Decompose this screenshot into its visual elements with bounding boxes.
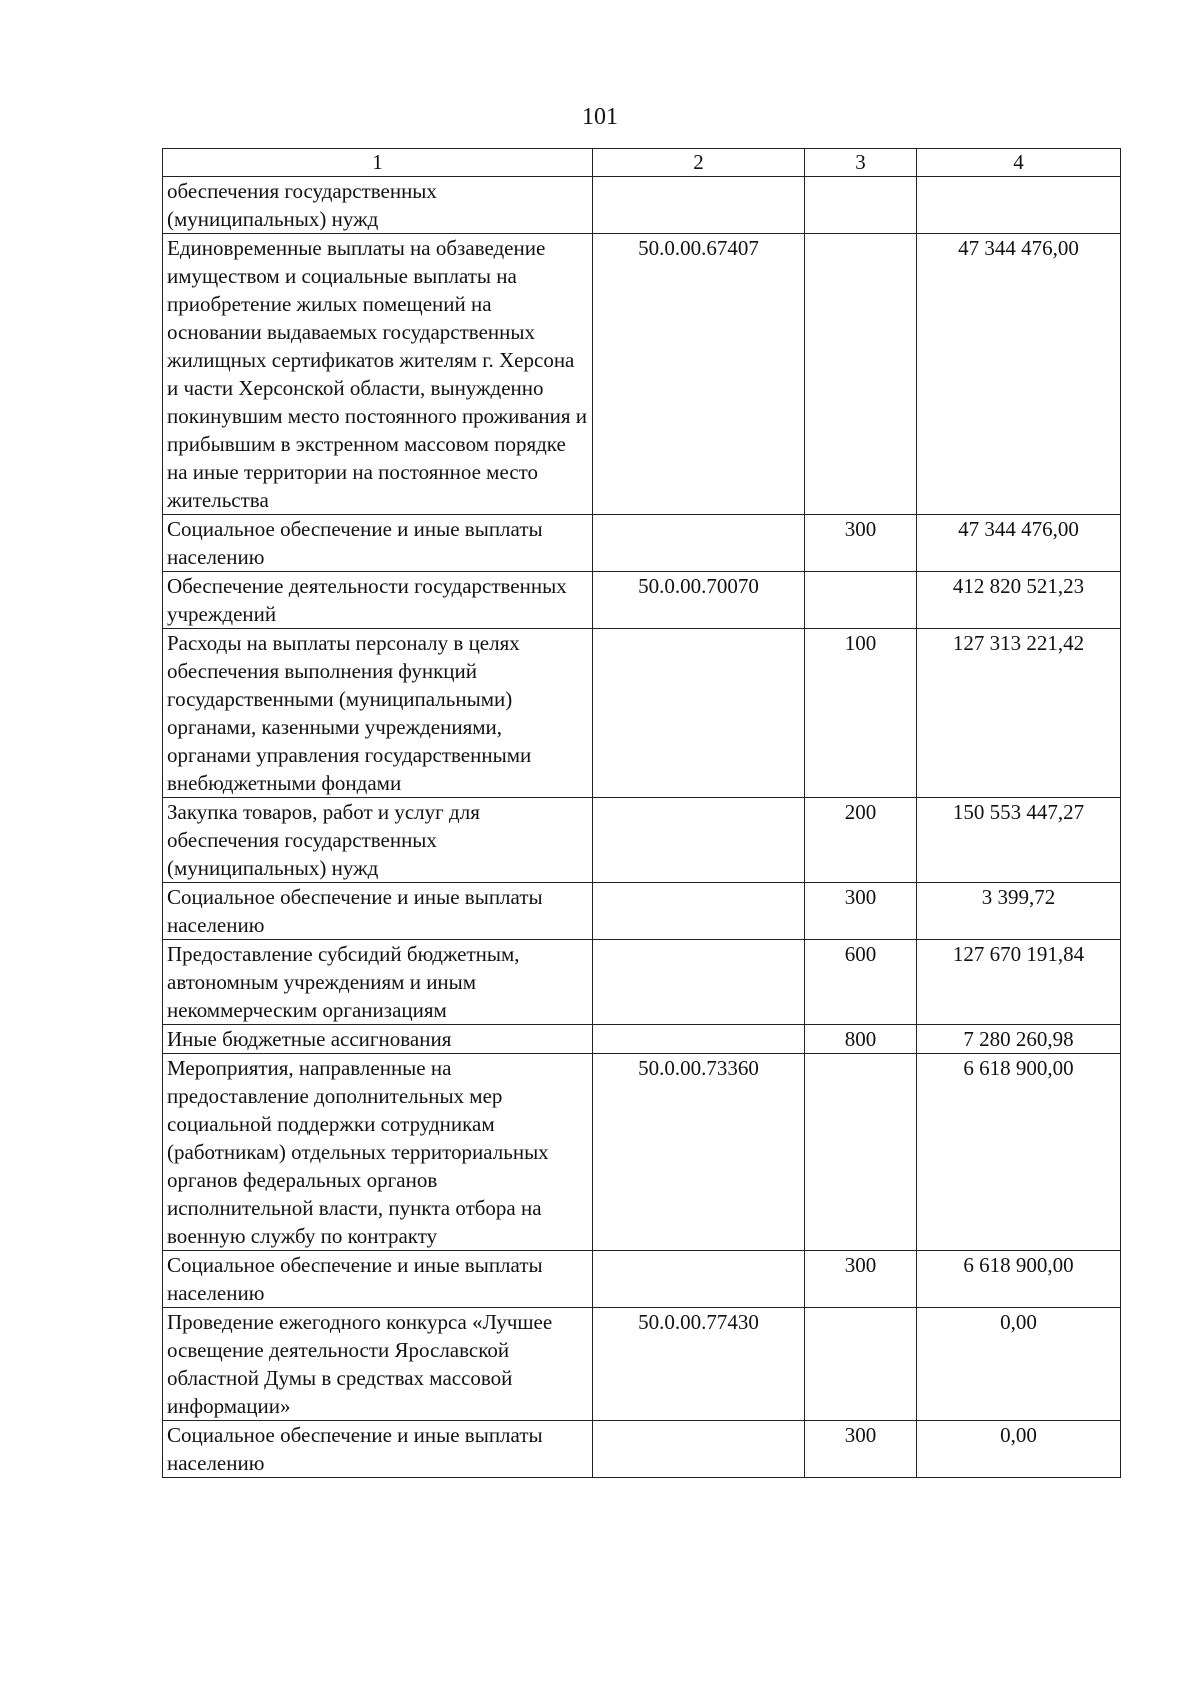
expense-name: Мероприятия, направленные на предоставление дополнительных мер социальной поддержки сотрудникам (работникам) отдельных территориальных органов федеральных органов исполнительной власти, пункта отбора на военную службу по контракту [163, 1054, 593, 1251]
expense-type-code [805, 572, 917, 629]
target-code: 50.0.00.70070 [593, 572, 805, 629]
target-code [593, 515, 805, 572]
expense-type-code: 200 [805, 798, 917, 883]
table-row [163, 940, 1121, 1025]
budget-table [162, 148, 1121, 1478]
target-code: 50.0.00.77430 [593, 1308, 805, 1421]
page-number: 101 [582, 104, 618, 130]
amount: 6 618 900,00 [917, 1054, 1121, 1251]
amount: 3 399,72 [917, 883, 1121, 940]
target-code [593, 798, 805, 883]
table-row [163, 629, 1121, 798]
expense-name: Предоставление субсидий бюджетным, автономным учреждениям и иным некоммерческим организациям [163, 940, 593, 1025]
amount: 7 280 260,98 [917, 1025, 1121, 1054]
amount: 412 820 521,23 [917, 572, 1121, 629]
target-code: 50.0.00.73360 [593, 1054, 805, 1251]
target-code [593, 883, 805, 940]
expense-name: Расходы на выплаты персоналу в целях обеспечения выполнения функций государственными (муниципальными) органами, казенными учреждениями, органами управления государственными внебюджетными фондами [163, 629, 593, 798]
target-code [593, 1421, 805, 1478]
expense-name: Социальное обеспечение и иные выплаты населению [163, 883, 593, 940]
amount: 127 313 221,42 [917, 629, 1121, 798]
table-row [163, 1251, 1121, 1308]
amount: 150 553 447,27 [917, 798, 1121, 883]
target-code [593, 177, 805, 234]
table-row [163, 1025, 1121, 1054]
expense-type-code: 300 [805, 1421, 917, 1478]
column-header-4: 4 [917, 149, 1121, 177]
target-code [593, 940, 805, 1025]
expense-name: Социальное обеспечение и иные выплаты населению [163, 1251, 593, 1308]
expense-name: Иные бюджетные ассигнования [163, 1025, 593, 1054]
table-row [163, 177, 1121, 234]
column-header-2: 2 [593, 149, 805, 177]
amount [917, 177, 1121, 234]
amount: 47 344 476,00 [917, 234, 1121, 515]
expense-type-code [805, 177, 917, 234]
expense-name: Социальное обеспечение и иные выплаты населению [163, 515, 593, 572]
table-row [163, 572, 1121, 629]
column-header-1: 1 [163, 149, 593, 177]
table-row [163, 883, 1121, 940]
expense-type-code: 800 [805, 1025, 917, 1054]
table-row [163, 234, 1121, 515]
expense-type-code: 300 [805, 883, 917, 940]
target-code: 50.0.00.67407 [593, 234, 805, 515]
target-code [593, 629, 805, 798]
expense-name: Проведение ежегодного конкурса «Лучшее освещение деятельности Ярославской областной Думы в средствах массовой информации» [163, 1308, 593, 1421]
expense-type-code: 300 [805, 515, 917, 572]
table-row [163, 1308, 1121, 1421]
expense-name: Социальное обеспечение и иные выплаты населению [163, 1421, 593, 1478]
target-code [593, 1251, 805, 1308]
expense-type-code [805, 1054, 917, 1251]
expense-name: Обеспечение деятельности государственных учреждений [163, 572, 593, 629]
expense-name: Единовременные выплаты на обзаведение имуществом и социальные выплаты на приобретение жилых помещений на основании выдаваемых государственных жилищных сертификатов жителям г. Херсона и части Херсонской области, вынужденно покинувшим место постоянного проживания и прибывшим в экстренном массовом порядке на иные территории на постоянное место жительства [163, 234, 593, 515]
amount: 0,00 [917, 1308, 1121, 1421]
expense-type-code: 600 [805, 940, 917, 1025]
amount: 47 344 476,00 [917, 515, 1121, 572]
expense-type-code [805, 234, 917, 515]
expense-name: обеспечения государственных (муниципальных) нужд [163, 177, 593, 234]
table-row [163, 798, 1121, 883]
expense-type-code [805, 1308, 917, 1421]
amount: 0,00 [917, 1421, 1121, 1478]
table-row [163, 1054, 1121, 1251]
table-row [163, 515, 1121, 572]
expense-name: Закупка товаров, работ и услуг для обеспечения государственных (муниципальных) нужд [163, 798, 593, 883]
header-row [163, 149, 1121, 177]
amount: 6 618 900,00 [917, 1251, 1121, 1308]
expense-type-code: 300 [805, 1251, 917, 1308]
target-code [593, 1025, 805, 1054]
amount: 127 670 191,84 [917, 940, 1121, 1025]
table-row [163, 1421, 1121, 1478]
column-header-3: 3 [805, 149, 917, 177]
expense-type-code: 100 [805, 629, 917, 798]
